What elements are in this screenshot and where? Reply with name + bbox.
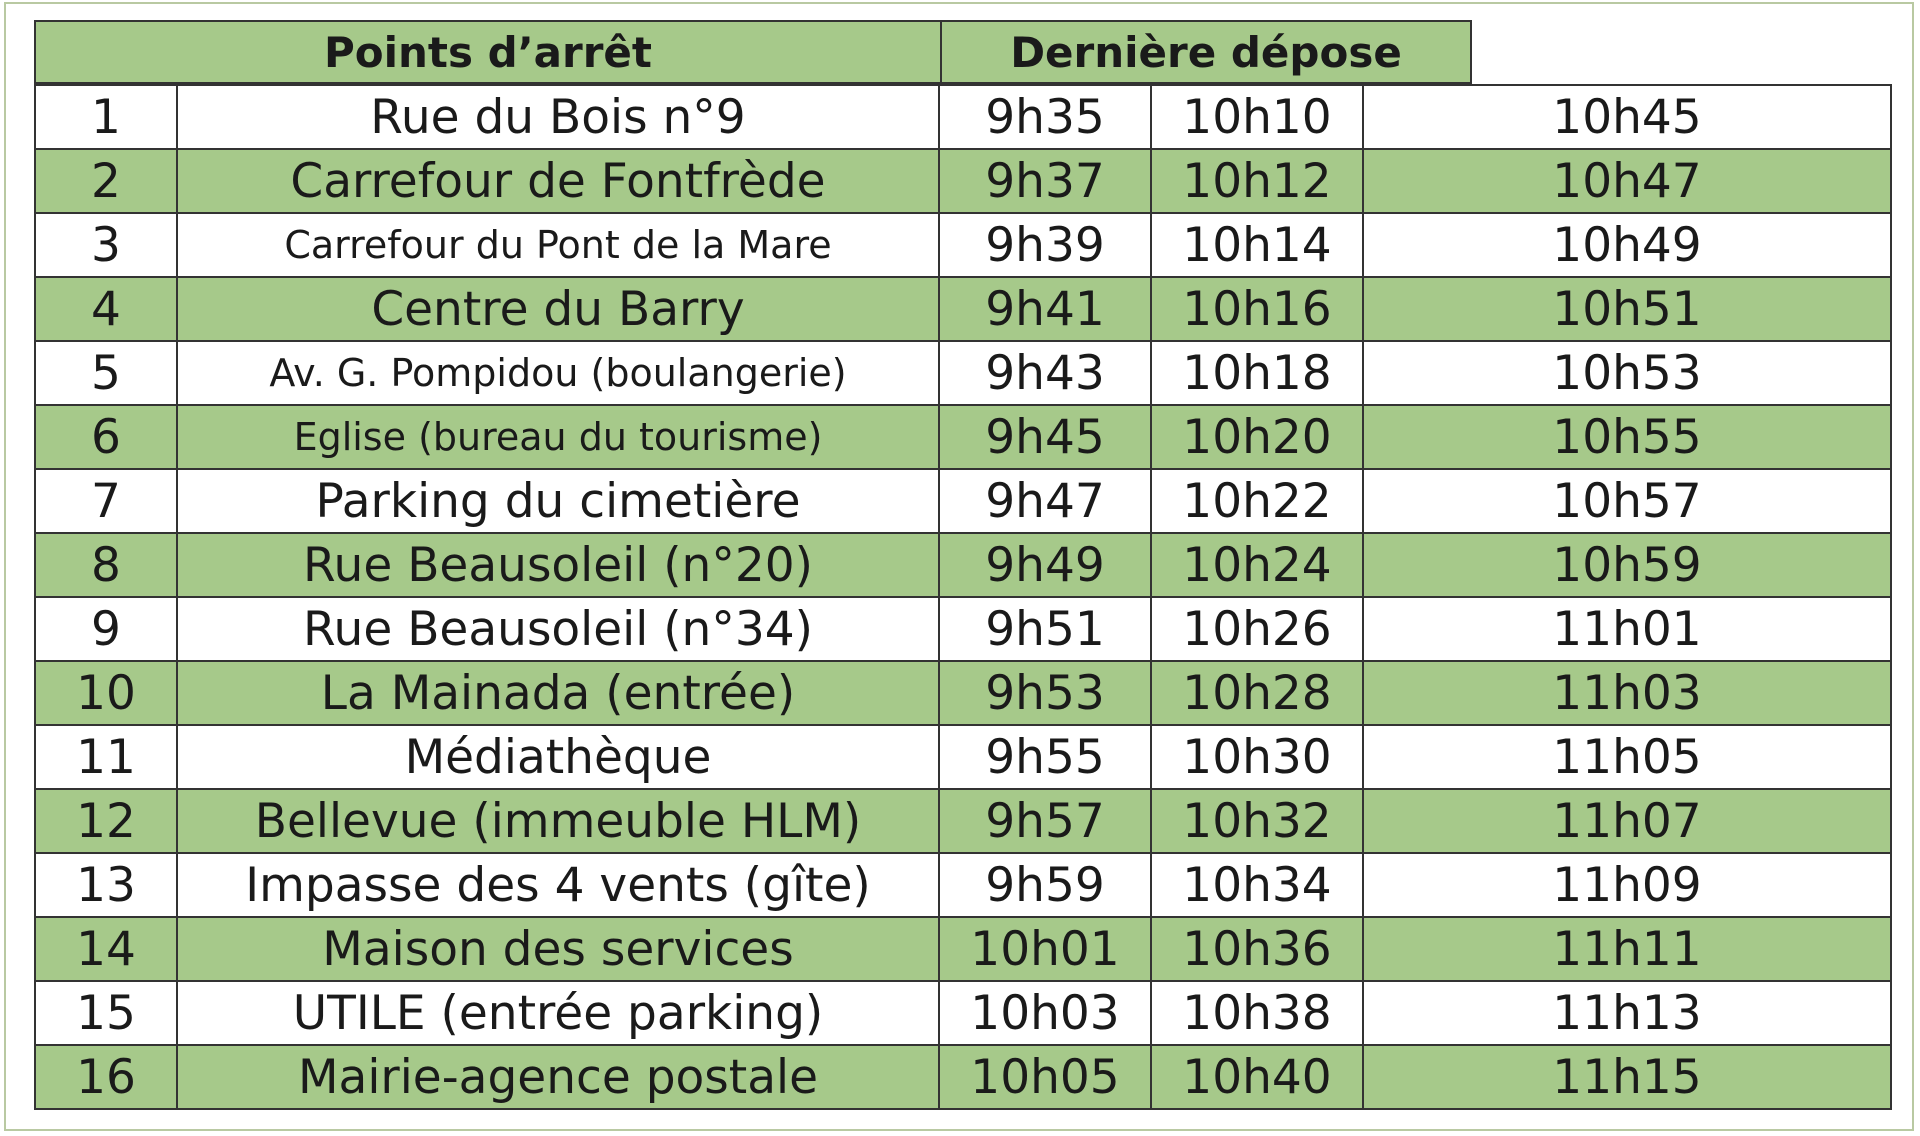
stop-name: UTILE (entrée parking) xyxy=(177,981,939,1045)
stop-name: Av. G. Pompidou (boulangerie) xyxy=(177,341,939,405)
table-row xyxy=(35,1045,1891,1109)
stop-name: Mairie-agence postale xyxy=(177,1045,939,1109)
stop-number: 12 xyxy=(35,789,177,853)
time-1: 9h53 xyxy=(939,661,1151,725)
time-1: 9h37 xyxy=(939,149,1151,213)
time-1: 10h03 xyxy=(939,981,1151,1045)
table-row xyxy=(35,341,1891,405)
time-3: 11h15 xyxy=(1363,1045,1891,1109)
stop-number: 7 xyxy=(35,469,177,533)
stop-name: Impasse des 4 vents (gîte) xyxy=(177,853,939,917)
time-3: 10h53 xyxy=(1363,341,1891,405)
header-stops: Points d’arrêt xyxy=(35,21,941,83)
time-1: 9h35 xyxy=(939,85,1151,149)
stop-number: 15 xyxy=(35,981,177,1045)
stop-name: Centre du Barry xyxy=(177,277,939,341)
header-last-drop: Dernière dépose xyxy=(941,21,1471,83)
time-2: 10h32 xyxy=(1151,789,1363,853)
time-1: 9h45 xyxy=(939,405,1151,469)
schedule-header xyxy=(34,20,1472,84)
time-2: 10h36 xyxy=(1151,917,1363,981)
stop-name: Rue Beausoleil (n°34) xyxy=(177,597,939,661)
time-3: 11h13 xyxy=(1363,981,1891,1045)
time-2: 10h28 xyxy=(1151,661,1363,725)
stop-number: 10 xyxy=(35,661,177,725)
stop-name: Bellevue (immeuble HLM) xyxy=(177,789,939,853)
time-1: 9h41 xyxy=(939,277,1151,341)
time-2: 10h38 xyxy=(1151,981,1363,1045)
table-row xyxy=(35,85,1891,149)
time-3: 11h03 xyxy=(1363,661,1891,725)
time-2: 10h10 xyxy=(1151,85,1363,149)
time-1: 9h47 xyxy=(939,469,1151,533)
stop-number: 14 xyxy=(35,917,177,981)
time-3: 10h55 xyxy=(1363,405,1891,469)
stop-name: Carrefour du Pont de la Mare xyxy=(177,213,939,277)
stop-number: 8 xyxy=(35,533,177,597)
time-3: 10h57 xyxy=(1363,469,1891,533)
table-row xyxy=(35,533,1891,597)
stop-name: Médiathèque xyxy=(177,725,939,789)
time-2: 10h20 xyxy=(1151,405,1363,469)
time-2: 10h34 xyxy=(1151,853,1363,917)
table-row xyxy=(35,661,1891,725)
time-3: 10h51 xyxy=(1363,277,1891,341)
time-3: 11h05 xyxy=(1363,725,1891,789)
stop-number: 11 xyxy=(35,725,177,789)
time-2: 10h40 xyxy=(1151,1045,1363,1109)
stop-number: 3 xyxy=(35,213,177,277)
stop-number: 16 xyxy=(35,1045,177,1109)
stop-number: 1 xyxy=(35,85,177,149)
table-row xyxy=(35,789,1891,853)
stop-number: 2 xyxy=(35,149,177,213)
stop-name: Maison des services xyxy=(177,917,939,981)
time-3: 11h11 xyxy=(1363,917,1891,981)
table-row xyxy=(35,853,1891,917)
stop-name: Rue Beausoleil (n°20) xyxy=(177,533,939,597)
stop-name: La Mainada (entrée) xyxy=(177,661,939,725)
stop-number: 4 xyxy=(35,277,177,341)
time-2: 10h14 xyxy=(1151,213,1363,277)
time-2: 10h22 xyxy=(1151,469,1363,533)
time-2: 10h16 xyxy=(1151,277,1363,341)
table-row xyxy=(35,149,1891,213)
time-3: 11h09 xyxy=(1363,853,1891,917)
stop-number: 13 xyxy=(35,853,177,917)
time-3: 11h01 xyxy=(1363,597,1891,661)
schedule-body xyxy=(35,85,1891,1109)
table-row xyxy=(35,917,1891,981)
time-1: 9h49 xyxy=(939,533,1151,597)
time-1: 9h43 xyxy=(939,341,1151,405)
time-3: 10h49 xyxy=(1363,213,1891,277)
stop-name: Rue du Bois n°9 xyxy=(177,85,939,149)
table-row xyxy=(35,597,1891,661)
table-row xyxy=(35,213,1891,277)
time-3: 11h07 xyxy=(1363,789,1891,853)
stop-name: Carrefour de Fontfrède xyxy=(177,149,939,213)
time-2: 10h24 xyxy=(1151,533,1363,597)
time-3: 10h47 xyxy=(1363,149,1891,213)
time-1: 10h01 xyxy=(939,917,1151,981)
table-row xyxy=(35,405,1891,469)
time-2: 10h26 xyxy=(1151,597,1363,661)
table-row xyxy=(35,981,1891,1045)
time-1: 9h55 xyxy=(939,725,1151,789)
table-row xyxy=(35,725,1891,789)
time-1: 9h59 xyxy=(939,853,1151,917)
time-2: 10h18 xyxy=(1151,341,1363,405)
time-1: 9h57 xyxy=(939,789,1151,853)
time-1: 9h39 xyxy=(939,213,1151,277)
stop-number: 6 xyxy=(35,405,177,469)
stop-name: Eglise (bureau du tourisme) xyxy=(177,405,939,469)
stop-number: 9 xyxy=(35,597,177,661)
schedule-table xyxy=(34,84,1892,1110)
time-3: 10h45 xyxy=(1363,85,1891,149)
stop-number: 5 xyxy=(35,341,177,405)
table-row xyxy=(35,277,1891,341)
table-row xyxy=(35,469,1891,533)
time-1: 9h51 xyxy=(939,597,1151,661)
time-3: 10h59 xyxy=(1363,533,1891,597)
time-1: 10h05 xyxy=(939,1045,1151,1109)
time-2: 10h30 xyxy=(1151,725,1363,789)
stop-name: Parking du cimetière xyxy=(177,469,939,533)
time-2: 10h12 xyxy=(1151,149,1363,213)
